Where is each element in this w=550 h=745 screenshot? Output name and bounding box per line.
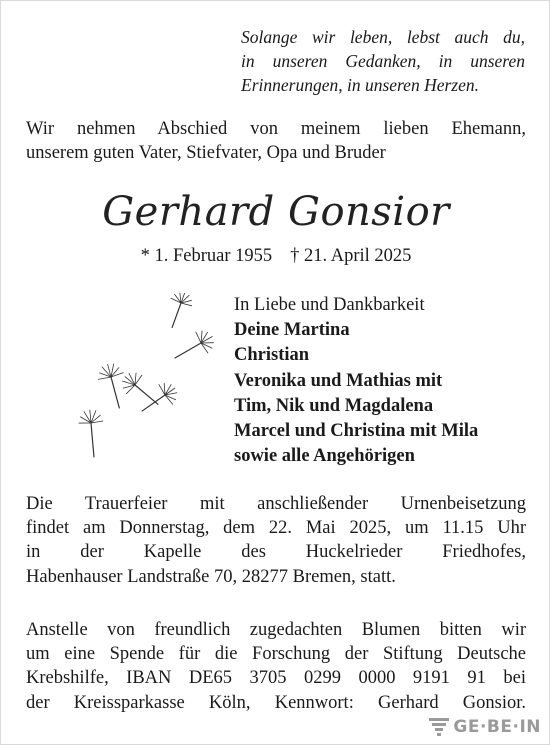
- life-dates: [1, 246, 550, 267]
- service-line: in der Kapelle des Huckelrieder Friedhofes,: [26, 542, 526, 563]
- memorial-poem: [241, 25, 525, 97]
- dandelion-seed-icon: [162, 293, 195, 331]
- intro-line: unserem guten Vater, Stiefvater, Opa und Bruder: [26, 143, 386, 163]
- dandelion-seed-icon: [135, 378, 182, 421]
- logo-bars-icon: [429, 718, 449, 736]
- service-line: findet am Donnerstag, dem 22. Mai 2025, um 11.15 Uhr: [26, 518, 526, 539]
- donation-line: Anstelle von freundlich zugedachten Blumen bitten wir: [26, 620, 526, 640]
- signers-block: [234, 293, 534, 469]
- service-line: Die Trauerfeier mit anschließender Urnenbeisetzung: [26, 494, 526, 514]
- deceased-name: Gerhard Gonsior: [102, 189, 450, 235]
- donation-request: [26, 618, 526, 715]
- birth-date: * 1. Februar 1955: [140, 246, 273, 266]
- donation-line: der Kreissparkasse Köln, Kennwort: Gerhard Gonsior.: [26, 692, 526, 713]
- donation-line: Krebshilfe, IBAN DE65 3705 0299 0000 9191 91 bei: [26, 668, 526, 689]
- signer-name: Christian: [234, 345, 310, 366]
- dandelion-seed-icon: [169, 326, 218, 368]
- signer-name: Tim, Nik und Magdalena: [234, 395, 434, 416]
- poem-line: in unseren Gedanken, in unseren: [241, 51, 525, 71]
- dandelion-seed-icon: [95, 361, 132, 411]
- dandelion-seeds-illustration: [63, 293, 228, 468]
- intro-line: Wir nehmen Abschied von meinem lieben Ehemann,: [26, 119, 526, 139]
- funeral-service-info: [26, 492, 526, 589]
- signer-name: sowie alle Angehörigen: [234, 446, 415, 467]
- signer-name: Veronika und Mathias mit: [234, 370, 443, 391]
- death-date: † 21. April 2025: [290, 246, 412, 266]
- farewell-intro: [26, 117, 526, 165]
- service-line: Habenhauser Landstraße 70, 28277 Bremen, statt.: [26, 566, 396, 587]
- signer-name: Deine Martina: [234, 320, 350, 341]
- donation-line: um eine Spende für die Forschung der Stiftung Deutsche: [26, 644, 526, 665]
- dandelion-seed-icon: [117, 367, 165, 413]
- signers-opening: In Liebe und Dankbarkeit: [234, 295, 425, 315]
- publisher-logo: [429, 716, 541, 738]
- poem-line: Solange wir leben, lebst auch du,: [241, 27, 525, 47]
- dandelion-seed-icon: [78, 409, 106, 458]
- logo-text: GE·BE·IN: [453, 717, 541, 737]
- signer-name: Marcel und Christina mit Mila: [234, 421, 479, 442]
- poem-line: Erinnerungen, in unseren Herzen.: [241, 75, 479, 95]
